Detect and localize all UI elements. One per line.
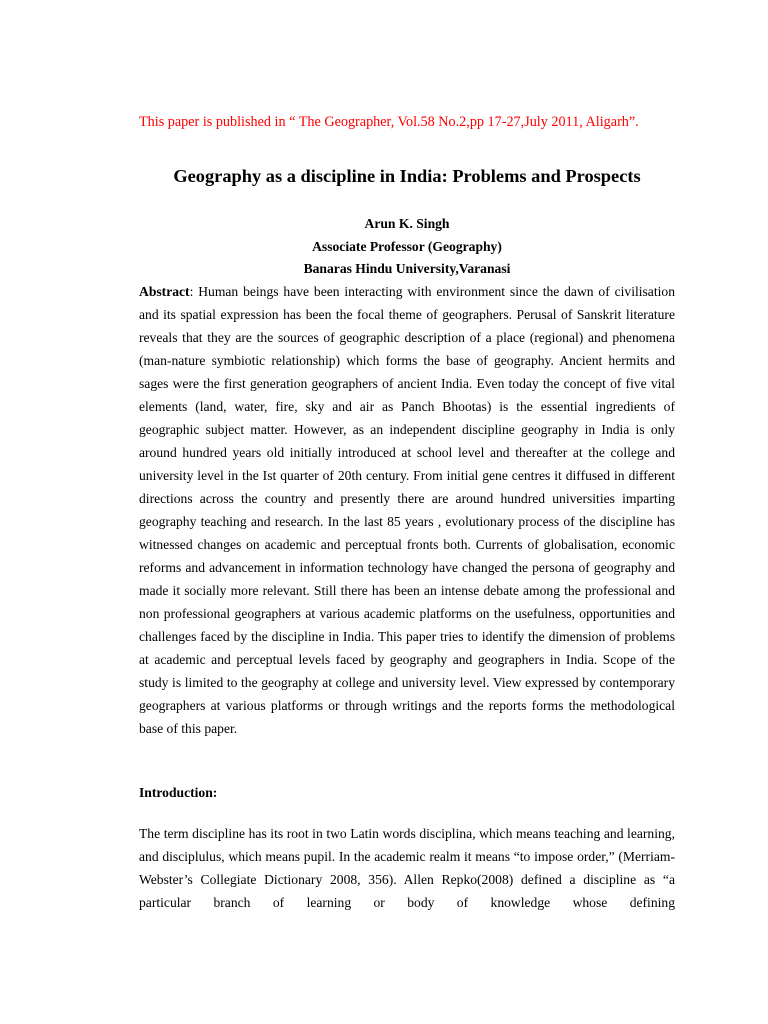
abstract-paragraph — [139, 280, 675, 740]
author-affiliation: Banaras Hindu University,Varanasi — [303, 261, 511, 276]
abstract-label: Abstract — [139, 284, 190, 299]
author-block — [139, 213, 675, 281]
introduction-paragraph: The term discipline has its root in two Latin words disciplina, which means teaching and learning, and disciplulus, which means pupil. In the academic realm it means “to impose order,” (Merriam-Webster’s Collegiate Dictionary 2008, 356). Allen Repko(2008) defined a discipline as “a particular branch of learning or body of knowledge whose defining — [139, 826, 675, 910]
author-name: Arun K. Singh — [364, 216, 450, 231]
publication-note: This paper is published in “ The Geographer, Vol.58 No.2,pp 17-27,July 2011, Aligarh”. — [139, 114, 639, 130]
abstract-text: : Human beings have been interacting with environment since the dawn of civilisation and its spatial expression has been the focal theme of geographers. Perusal of Sanskrit literature reveals that they are the sources of geographic description of a place (regional) and phenomena (man-nature symbiotic relationship) which forms the base of geography. Ancient hermits and sages were the first generation geographers of ancient India. Even today the concept of five vital elements (land, water, fire, sky and air as Panch Bhootas) is the essential ingredients of geographic subject matter. However, as an independent discipline geography in India is only around hundred years old initially introduced at school level and thereafter at the college and university level in the Ist quarter of 20th century. From initial gene centres it diffused in different directions across the country and presently there are around hundred universities imparting geography teaching and research. In the last 85 years , evolutionary process of the discipline has witnessed changes on academic and perceptual fronts both. Currents of globalisation, economic reforms and advancement in information technology have changed the persona of geography and made it socially more relevant. Still there has been an intense debate among the professional and non professional geographers at various academic platforms on the usefulness, opportunities and challenges faced by the discipline in India. This paper tries to identify the dimension of problems at academic and perceptual levels faced by geography and geographers in India. Scope of the study is limited to the geography at college and university level. View expressed by contemporary geographers at various platforms or through writings and the reports forms the methodological base of this paper. — [139, 284, 675, 736]
paper-title: Geography as a discipline in India: Problems and Prospects — [173, 166, 641, 186]
introduction-heading: Introduction: — [139, 785, 218, 800]
author-position: Associate Professor (Geography) — [312, 238, 502, 254]
